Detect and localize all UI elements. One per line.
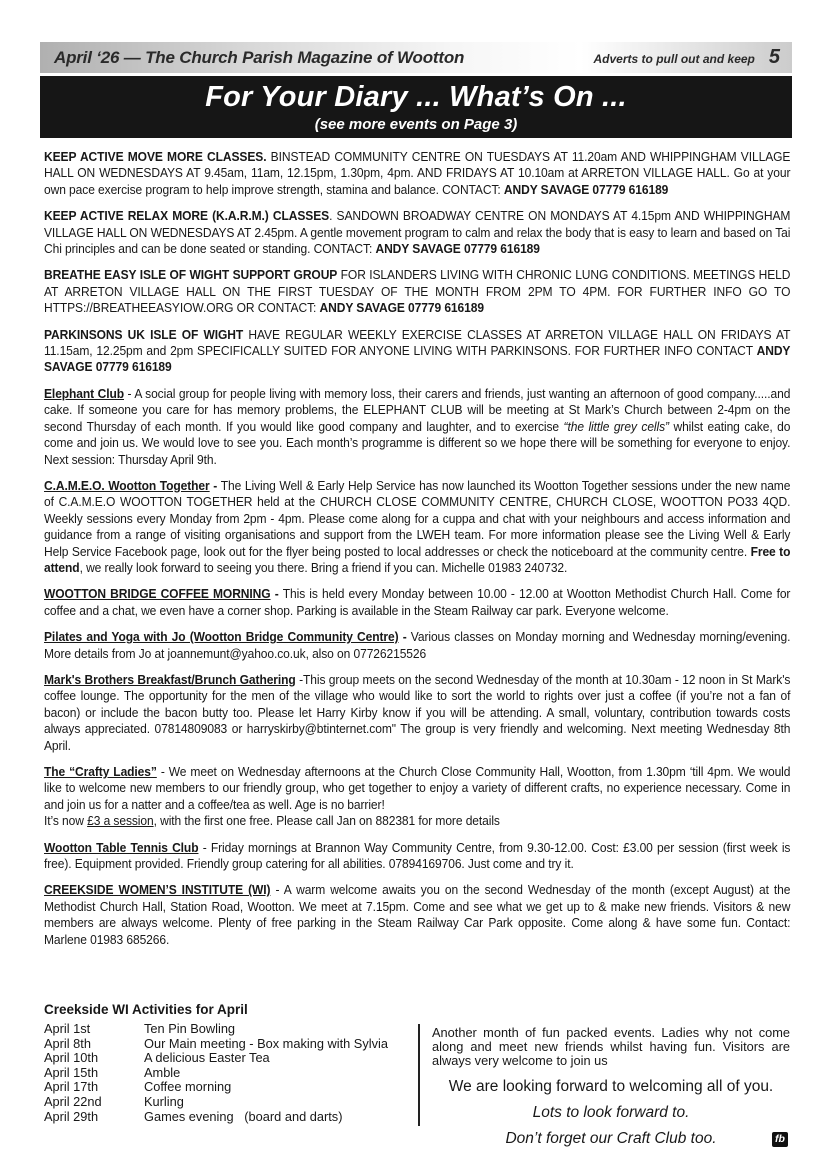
banner-title: For Your Diary ... What’s On ...: [205, 81, 627, 113]
event-creekside-wi: CREEKSIDE WOMEN’S INSTITUTE (WI) - A warm welcome awaits you on the second Wednesday of the month (except August) at the Methodist Church Hall, Station Road, Wootton. We meet at 7.15pm. Come and see what we get up to & make new friends. Visitors & new members are always welcome. Plenty of free parking in the Steam Railway Car Park opposite. Come along & have some fun. Contact: Marlene 01983 685266.: [44, 882, 791, 947]
event-keep-active-relax-more: KEEP ACTIVE RELAX MORE (K.A.R.M.) CLASSES. SANDOWN BROADWAY CENTRE ON MONDAYS AT 4.15pm AND WHIPPINGHAM VILLAGE HALL ON WEDNESDAYS AT 2.45pm. A gentle movement program to calm and relax the body that is easy to learn and based on Tai Chi principles and can be done seated or standing. CONTACT: ANDY SAVAGE 07779 616189: [44, 208, 791, 257]
event-crafty-ladies: The “Crafty Ladies” - We meet on Wednesday afternoons at the Church Close Community Hall, Wootton, from 1.30pm ‘till 4pm. We would like to welcome new members to our friendly group, who get together to enjoy a variety of different crafts, no experience necessary. Come in and join us for a natter and a coffee/tea as well. Age is no barrier! It’s now £3 a session, with the first one free. Please call Jan on 882381 for more details: [44, 764, 791, 829]
event-cameo-wootton-together: C.A.M.E.O. Wootton Together - The Living Well & Early Help Service has now launched its Wootton Together sessions under the new name of C.A.M.E.O WOOTTON TOGETHER held at the CHURCH CLOSE COMMUNITY CENTRE, CHURCH CLOSE, WOOTTON PO33 4QD. Weekly sessions every Monday from 2pm - 4pm. Please come along for a cuppa and chat with your neighbours and access information and guidance from a range of visiting organisations and support from the LWEH team. For more information please see the Living Well & Early Help Service Facebook page, look out for the flyer being posted to local addresses or check the noticeboard at the community centre. Free to attend, we really look forward to seeing you there. Bring a friend if you can. Michelle 01983 240732.: [44, 477, 791, 575]
wi-activity: Games evening (board and darts): [144, 1108, 343, 1124]
closing-line-craft-club: [432, 1130, 790, 1148]
wi-date: April 17th: [44, 1079, 99, 1095]
closing-line-look-forward: Lots to look forward to.: [532, 1103, 690, 1121]
wi-activity: Kurling: [144, 1093, 184, 1109]
wi-date: April 22nd: [44, 1093, 102, 1109]
banner-subtitle: (see more events on Page 3): [314, 116, 518, 133]
wi-date: April 1st: [44, 1021, 91, 1036]
wi-activity-row: [44, 1110, 412, 1125]
closing-line-welcome: We are looking forward to welcoming all of you.: [448, 1077, 774, 1095]
header-right: [594, 46, 780, 69]
wi-activities-list: [44, 1022, 412, 1124]
wi-activity: Our Main meeting - Box making with Sylvia: [144, 1035, 388, 1051]
wi-activity-row: [44, 1080, 412, 1095]
wi-activity: Coffee morning: [144, 1079, 232, 1095]
event-breathe-easy: BREATHE EASY ISLE OF WIGHT SUPPORT GROUP FOR ISLANDERS LIVING WITH CHRONIC LUNG CONDITIONS. MEETINGS HELD AT ARRETON VILLAGE HALL ON THE FIRST TUESDAY OF THE MONTH FROM 2PM TO 4PM. FOR FURTHER INFO GO TO HTTPS://BREATHEEASYIOW.ORG OR CONTACT: ANDY SAVAGE 07779 616189: [44, 267, 791, 316]
wi-date: April 10th: [44, 1050, 99, 1066]
header-bar: [40, 42, 792, 73]
wi-activity: A delicious Easter Tea: [144, 1050, 270, 1066]
wi-activity-row: [44, 1066, 412, 1081]
wi-activity-row: [44, 1037, 412, 1052]
wi-note-column: [432, 1026, 790, 1148]
page-number: 5: [768, 46, 780, 68]
wi-columns: [44, 1022, 790, 1152]
events-list: [44, 149, 790, 958]
wi-activity-row: [44, 1051, 412, 1066]
event-table-tennis: Wootton Table Tennis Club - Friday mornings at Brannon Way Community Centre, from 9.30-12.00. Cost: £3.00 per session (first week is free). Equipment provided. Friendly group catering for all abilities. 07894169706. Just come and try it.: [44, 839, 791, 872]
adverts-note: Adverts to pull out and keep: [593, 52, 755, 66]
wi-date: April 29th: [44, 1108, 99, 1124]
issue-title: April ‘26 — The Church Parish Magazine of Wootton: [54, 47, 465, 67]
wi-activities-section: [44, 1002, 790, 1152]
wi-activity: Amble: [144, 1064, 181, 1080]
closing-craft-club-text: Don’t forget our Craft Club too.: [505, 1129, 717, 1147]
wi-date: April 8th: [44, 1035, 91, 1051]
column-divider: [418, 1024, 420, 1126]
event-brothers-breakfast: Mark's Brothers Breakfast/Brunch Gathering -This group meets on the second Wednesday of the month at 10.30am - 12 noon in St Mark's coffee lounge. The opportunity for the men of the village who would like to sort the world to rights over just a coffee (if you’re not a fan of bacon) or include the bacon butty too. Please let Harry Kirby know if you will be attending. A small, voluntary, contribution towards costs always appreciated. 07814809083 or harryskirby@btinternet.com" The group is very friendly and welcoming. Next meeting Wednesday 8th April.: [44, 671, 791, 753]
wi-note: Another month of fun packed events. Ladies why not come along and meet new friends whilst having fun. Visitors are always very welcome to join us: [432, 1025, 790, 1069]
wi-activity-row: [44, 1022, 412, 1037]
event-elephant-club: Elephant Club - A social group for people living with memory loss, their carers and friends, just wanting an afternoon of good company.....and cake. If someone you care for has memory problems, the ELEPHANT CLUB will be meeting at St Mark’s Church between 2-4pm on the second Thursday of each month. If you would like good company and laughter, and to exercise “the little grey cells” whilst eating cake, do come and join us. We would love to see you. Each month’s programme is different so we hope there will be something for everyone to enjoy. Next session: Thursday April 9th.: [44, 385, 791, 467]
event-coffee-morning: WOOTTON BRIDGE COFFEE MORNING - This is held every Monday between 10.00 - 12.00 at Wootton Methodist Church Hall. Come for coffee and a chat, we even have a corner shop. Parking is available in the Steam Railway car park. Everyone welcome.: [44, 586, 791, 618]
wi-activities-heading: Creekside WI Activities for April: [44, 1002, 248, 1017]
wi-date: April 15th: [44, 1064, 99, 1080]
event-pilates-yoga: Pilates and Yoga with Jo (Wootton Bridge Community Centre) - Various classes on Monday morning and Wednesday morning/evening. More details from Jo at joannemunt@yahoo.co.uk, also on 07726215526: [44, 629, 791, 661]
wi-activity-row: [44, 1095, 412, 1110]
event-parkinsons-uk: PARKINSONS UK ISLE OF WIGHT HAVE REGULAR WEEKLY EXERCISE CLASSES AT ARRETON VILLAGE HALL ON FRIDAYS AT 11.15am, 12.25pm and 2pm SPECIFICALLY SUITED FOR ANYONE LIVING WITH PARKINSONS. FOR FURTHER INFO CONTACT ANDY SAVAGE 07779 616189: [44, 326, 791, 375]
wi-activity: Ten Pin Bowling: [144, 1021, 236, 1036]
facebook-icon: fb: [772, 1132, 788, 1147]
diary-banner: [40, 76, 792, 138]
event-keep-active-move-more: KEEP ACTIVE MOVE MORE CLASSES. BINSTEAD COMMUNITY CENTRE ON TUESDAYS AT 11.20am AND WHIPPINGHAM VILLAGE HALL ON WEDNESDAYS AT 9.45am, 11am, 12.15pm, 1.30pm, 4pm. AND FRIDAYS AT 10.10am at ARRETON VILLAGE HALL. Go at your own pace exercise program to help improve strength, stamina and balance. CONTACT: ANDY SAVAGE 07779 616189: [44, 149, 791, 197]
